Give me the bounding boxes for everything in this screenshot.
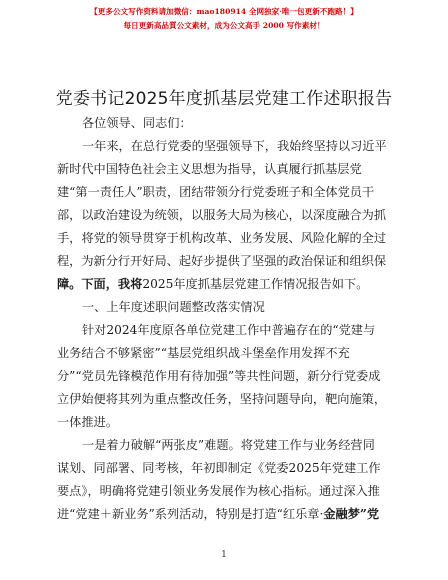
promo-banner-line1: 【更多公文写作资料请加微信：mao180914 全网独家·唯一包更新不跑路！】 [90,7,358,16]
para3-line: 要点》，明确将党建引领业务发展作为核心指标。通过深入推 [57,484,380,498]
para3-last-line [57,503,394,526]
para1-line: 部，以政治建设为统领，以服务大局为核心，以深度融合为抓 [57,208,387,222]
para2-line: 业务结合不够紧密”“基层党组织战斗堡垒作用发挥不充 [57,346,350,360]
para2-line: 立伊始便将其列为重点整改任务，坚持问题导向，靶向施策， [57,392,387,406]
para1-line: 一年来，在总行党委的坚强领导下，我始终坚持以习近平 [82,139,387,153]
para1-line: 新时代中国特色社会主义思想为指导，认真履行抓基层党 [57,162,362,176]
para1-line: 手，将党的领导贯穿于机构改革、业务发展、风险化解的全过 [57,231,387,245]
document-body [57,112,394,526]
para2-line: 针对2024年度原各单位党建工作中普遍存在的“党建与 [82,323,376,337]
page-number: 1 [221,550,227,560]
promo-banner-line2: 每日更新高品質公文素材，成为公文高手 2000 写作素材！ [123,21,325,30]
section-heading: 一、上年度述职问题整改落实情况 [82,300,265,314]
para2-line: 一体推进。 [57,415,118,429]
para3-line: 谋划、同部署、同考核，年初即制定《党委2025年党建工作 [57,461,381,475]
para1-last-line [57,273,394,296]
document-title: 党委书记2025年度抓基层党建工作述职报告 [55,89,393,109]
para1-line: 建“第一责任人”职责，团结带领分行党委班子和全体党员干 [57,185,375,199]
para1-rest-text: 2025年度抓基层党建工作情况报告如下。 [142,277,369,291]
greeting: 各位领导、同志们： [82,116,192,130]
para1-bold-text: 障。下面，我将 [57,277,143,291]
para3-bold-text: 金融梦”党 [323,507,380,521]
para3-line: 一是着力破解“两张皮”难题。将党建工作与业务经营同 [82,438,375,452]
para3-last-text: 进“党建＋新业务”系列活动，特别是打造“红乐章· [57,507,324,521]
para1-line: 程，为新分行开好局、起好步提供了坚强的政治保证和组织保 [57,254,387,268]
para2-line: 分”“党员先锋模范作用有待加强”等共性问题，新分行党委成 [57,369,381,383]
